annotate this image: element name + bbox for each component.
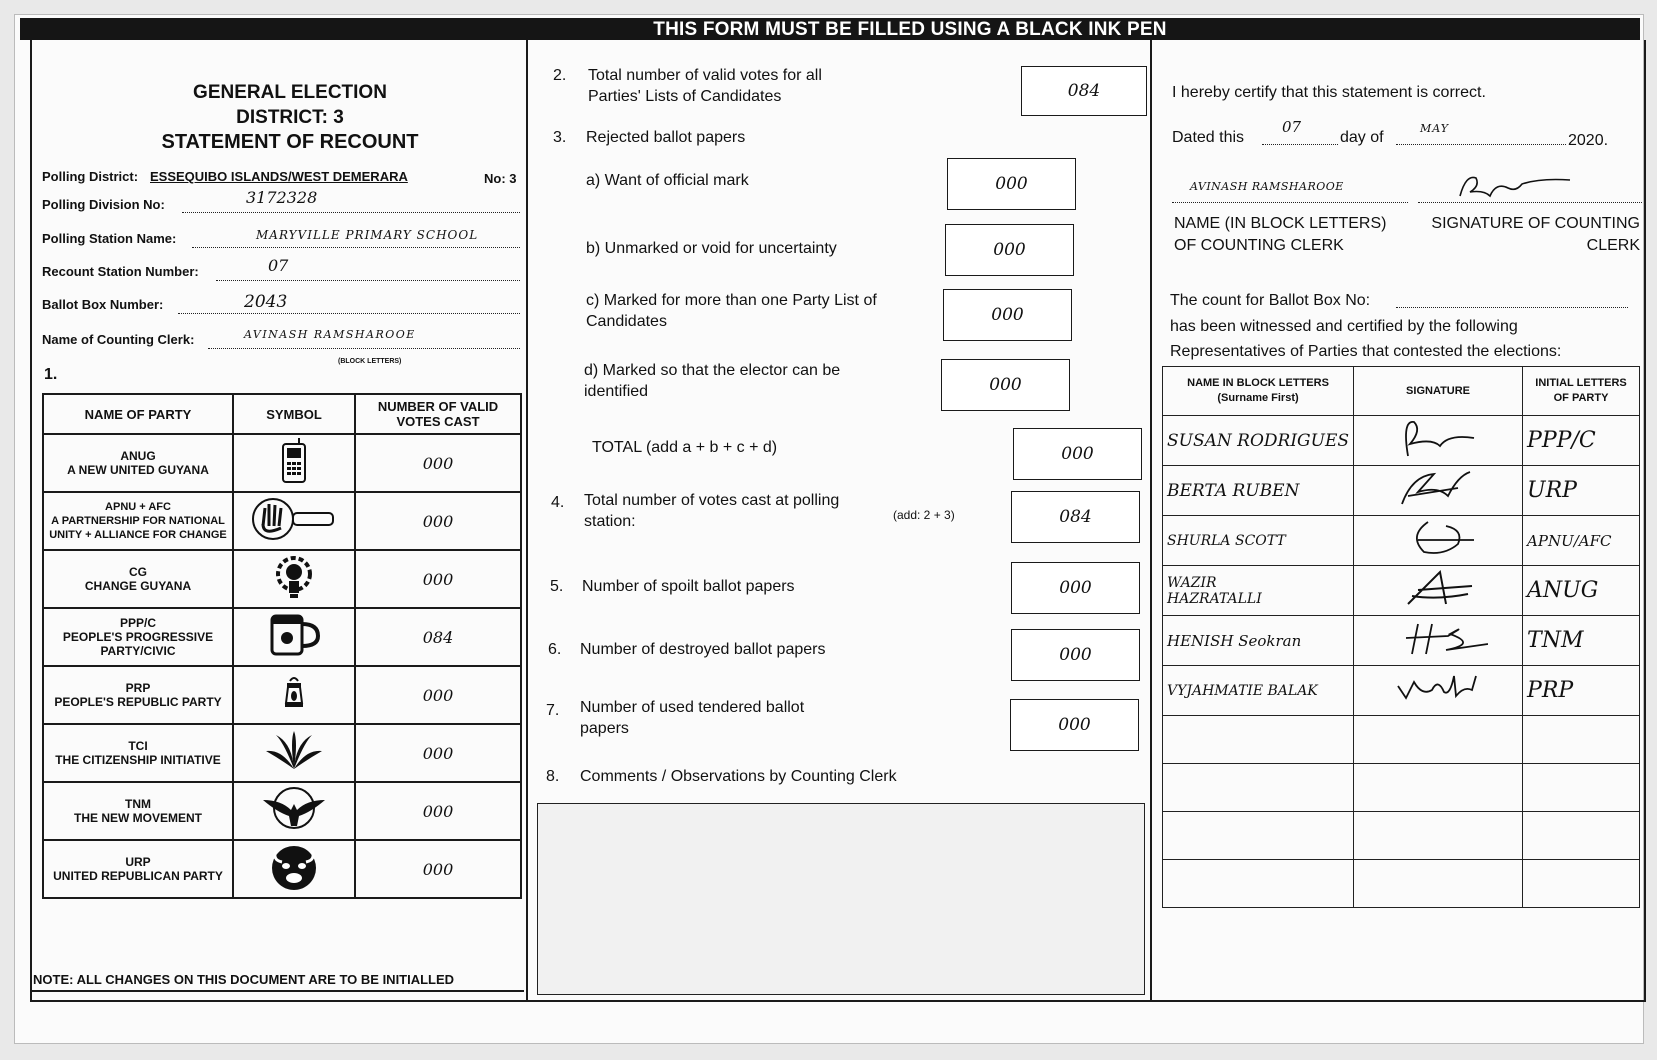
party-votes: 000	[355, 434, 521, 492]
comments-box	[537, 803, 1145, 995]
year-label: 2020.	[1568, 132, 1609, 149]
rep-signature-image	[1354, 666, 1523, 716]
item-3-number: 3.	[553, 129, 567, 146]
rep-party: URP	[1523, 466, 1640, 516]
total-label: TOTAL (add a + b + c + d)	[592, 439, 778, 456]
rep-signature-image	[1354, 416, 1523, 466]
cellphone-icon	[233, 434, 355, 492]
cup-icon	[233, 608, 355, 666]
table-row	[43, 492, 521, 550]
table-row	[43, 840, 521, 898]
item-8-label: Comments / Observations by Counting Clerk	[580, 768, 897, 785]
empty-cell	[1523, 764, 1640, 812]
empty-cell	[1163, 764, 1354, 812]
item-3a-label: a) Want of official mark	[586, 172, 749, 189]
lightbulb-gear-icon	[233, 550, 355, 608]
item-7-box: 000	[1010, 699, 1139, 751]
total-box: 000	[1013, 428, 1142, 480]
empty-cell	[1523, 716, 1640, 764]
valid-votes-header: NUMBER OF VALID VOTES CAST	[355, 394, 521, 434]
month-line	[1396, 144, 1566, 145]
section-1-number: 1.	[44, 366, 58, 383]
party-votes: 000	[355, 840, 521, 898]
district-number: No: 3	[484, 171, 517, 186]
party-votes: 000	[355, 550, 521, 608]
ballot-box-value: 2043	[244, 292, 288, 312]
clerk-name-line	[1172, 202, 1408, 203]
item-2-number: 2.	[553, 67, 567, 84]
table-row	[1163, 666, 1640, 716]
rep-party-header: INITIAL LETTERS OF PARTY	[1523, 367, 1640, 416]
item-5-number: 5.	[550, 578, 564, 595]
counting-clerk-line	[208, 348, 520, 349]
note-divider	[30, 990, 524, 992]
party-name: TNM THE NEW MOVEMENT	[43, 782, 233, 840]
item-5-box: 000	[1011, 562, 1140, 614]
polling-district-label: Polling District:	[42, 169, 139, 184]
party-name: CG CHANGE GUYANA	[43, 550, 233, 608]
top-banner	[20, 18, 1640, 40]
item-4-box: 084	[1011, 491, 1140, 543]
table-row	[1163, 566, 1640, 616]
table-row	[43, 608, 521, 666]
rep-party: TNM	[1523, 616, 1640, 666]
table-row	[1163, 416, 1640, 466]
counting-clerk-value: AVINASH RAMSHAROOE	[244, 328, 416, 341]
count-for-label: The count for Ballot Box No:	[1170, 292, 1371, 309]
party-name: URP UNITED REPUBLICAN PARTY	[43, 840, 233, 898]
empty-cell	[1354, 764, 1523, 812]
item-2-box: 084	[1021, 66, 1147, 116]
rep-name: BERTA RUBEN	[1163, 466, 1354, 516]
recount-station-label: Recount Station Number:	[42, 264, 199, 279]
party-name: TCI THE CITIZENSHIP INITIATIVE	[43, 724, 233, 782]
leaf-icon	[233, 724, 355, 782]
header-line-1: GENERAL ELECTION	[193, 82, 387, 103]
polling-station-value: MARYVILLE PRIMARY SCHOOL	[256, 228, 479, 242]
table-row	[43, 724, 521, 782]
party-votes: 000	[355, 782, 521, 840]
bull-icon	[233, 840, 355, 898]
polling-district-value: ESSEQUIBO ISLANDS/WEST DEMERARA	[150, 169, 408, 184]
item-3b-label: b) Unmarked or void for uncertainty	[586, 240, 837, 257]
banner-text: THIS FORM MUST BE FILLED USING A BLACK INK PEN	[653, 19, 1167, 40]
item-3b-box: 000	[945, 224, 1074, 276]
rep-name-header: NAME IN BLOCK LETTERS (Surname First)	[1163, 367, 1354, 416]
polling-station-line	[192, 247, 520, 248]
party-votes: 000	[355, 724, 521, 782]
representatives-text: Representatives of Parties that contested the elections:	[1170, 343, 1562, 360]
form-header	[130, 80, 450, 155]
rep-party: PRP	[1523, 666, 1640, 716]
table-row	[1163, 466, 1640, 516]
hand-key-icon	[233, 492, 355, 550]
item-3c-label: c) Marked for more than one Party List of Candidates	[586, 292, 877, 330]
rep-name: WAZIR HAZRATALLI	[1163, 566, 1354, 616]
rep-signature-header: SIGNATURE	[1354, 367, 1523, 416]
rep-signature-image	[1354, 516, 1523, 566]
table-row	[1163, 716, 1640, 764]
table-row	[1163, 860, 1640, 908]
recount-station-value: 07	[268, 256, 289, 275]
table-row	[43, 434, 521, 492]
item-6-number: 6.	[548, 641, 562, 658]
party-name: PPP/C PEOPLE'S PROGRESSIVE PARTY/CIVIC	[43, 608, 233, 666]
table-row	[43, 666, 521, 724]
item-3c-box: 000	[943, 289, 1072, 341]
item-3d-box: 000	[941, 359, 1070, 411]
table-row	[1163, 764, 1640, 812]
counting-clerk-label: Name of Counting Clerk:	[42, 332, 195, 347]
table-row	[1163, 812, 1640, 860]
header-line-3: STATEMENT OF RECOUNT	[161, 131, 419, 153]
polling-station-label: Polling Station Name:	[42, 231, 177, 246]
empty-cell	[1163, 716, 1354, 764]
table-row	[1163, 616, 1640, 666]
rep-name: VYJAHMATIE BALAK	[1163, 666, 1354, 716]
empty-cell	[1523, 812, 1640, 860]
clerk-signature-label: SIGNATURE OF COUNTING CLERK	[1431, 215, 1640, 254]
rep-party: PPP/C	[1523, 416, 1640, 466]
item-4-number: 4.	[551, 494, 565, 511]
empty-cell	[1163, 812, 1354, 860]
table-row	[43, 782, 521, 840]
item-2-label: Total number of valid votes for all Parties' Lists of Candidates	[588, 67, 822, 105]
item-8-number: 8.	[546, 768, 560, 785]
changes-note: NOTE: ALL CHANGES ON THIS DOCUMENT ARE TO BE INITIALLED	[33, 972, 455, 987]
clerk-name-label: NAME (IN BLOCK LETTERS) OF COUNTING CLERK	[1174, 215, 1387, 254]
empty-cell	[1354, 812, 1523, 860]
certify-text: I hereby certify that this statement is correct.	[1172, 84, 1486, 101]
rep-name: SUSAN RODRIGUES	[1163, 416, 1354, 466]
empty-cell	[1354, 860, 1523, 908]
polling-division-line	[182, 212, 520, 213]
item-7-number: 7.	[546, 702, 560, 719]
table-row	[43, 550, 521, 608]
clerk-name-hand: AVINASH RAMSHAROOE	[1190, 180, 1344, 193]
item-3d-label: d) Marked so that the elector can be identified	[584, 362, 841, 400]
empty-cell	[1163, 860, 1354, 908]
party-votes-table	[42, 393, 522, 899]
rep-signature-image	[1354, 616, 1523, 666]
witnessed-text: has been witnessed and certified by the following	[1170, 318, 1518, 335]
recount-station-line	[216, 280, 520, 281]
empty-cell	[1523, 860, 1640, 908]
symbol-header: SYMBOL	[233, 394, 355, 434]
item-5-label: Number of spoilt ballot papers	[582, 578, 795, 595]
rep-signature-image	[1354, 466, 1523, 516]
item-6-label: Number of destroyed ballot papers	[580, 641, 826, 658]
party-name: APNU + AFC A PARTNERSHIP FOR NATIONAL UNITY + ALLIANCE FOR CHANGE	[43, 492, 233, 550]
rep-signature-image	[1354, 566, 1523, 616]
header-line-2: DISTRICT: 3	[236, 107, 344, 128]
clerk-signature-image	[1450, 170, 1580, 204]
party-name-header: NAME OF PARTY	[43, 394, 233, 434]
ballot-box-line	[178, 313, 520, 314]
rep-party: ANUG	[1523, 566, 1640, 616]
representatives-table	[1162, 366, 1640, 908]
day-line	[1262, 144, 1338, 145]
item-6-box: 000	[1011, 629, 1140, 681]
day-of-label: day of	[1340, 129, 1384, 146]
polling-division-value: 3172328	[246, 188, 318, 207]
rep-name: HENISH Seokran	[1163, 616, 1354, 666]
lantern-icon	[233, 666, 355, 724]
item-7-label: Number of used tendered ballot papers	[580, 699, 805, 737]
table-row	[1163, 516, 1640, 566]
rep-name: SHURLA SCOTT	[1163, 516, 1354, 566]
party-votes: 000	[355, 492, 521, 550]
month-value: MAY	[1420, 122, 1450, 135]
rep-party: APNU/AFC	[1523, 516, 1640, 566]
party-name: ANUG A NEW UNITED GUYANA	[43, 434, 233, 492]
day-value: 07	[1282, 118, 1302, 136]
empty-cell	[1354, 716, 1523, 764]
block-letters-note: (BLOCK LETTERS)	[338, 358, 402, 365]
ballot-box-label: Ballot Box Number:	[42, 297, 164, 312]
count-for-line	[1396, 307, 1628, 308]
eagle-icon	[233, 782, 355, 840]
item-3a-box: 000	[947, 158, 1076, 210]
polling-division-label: Polling Division No:	[42, 197, 165, 212]
dated-this-label: Dated this	[1172, 129, 1245, 146]
item-3-label: Rejected ballot papers	[586, 129, 746, 146]
party-votes: 084	[355, 608, 521, 666]
item-4-label: Total number of votes cast at polling station:	[584, 492, 840, 530]
party-name: PRP PEOPLE'S REPUBLIC PARTY	[43, 666, 233, 724]
item-4-add-note: (add: 2 + 3)	[893, 508, 955, 522]
party-votes: 000	[355, 666, 521, 724]
